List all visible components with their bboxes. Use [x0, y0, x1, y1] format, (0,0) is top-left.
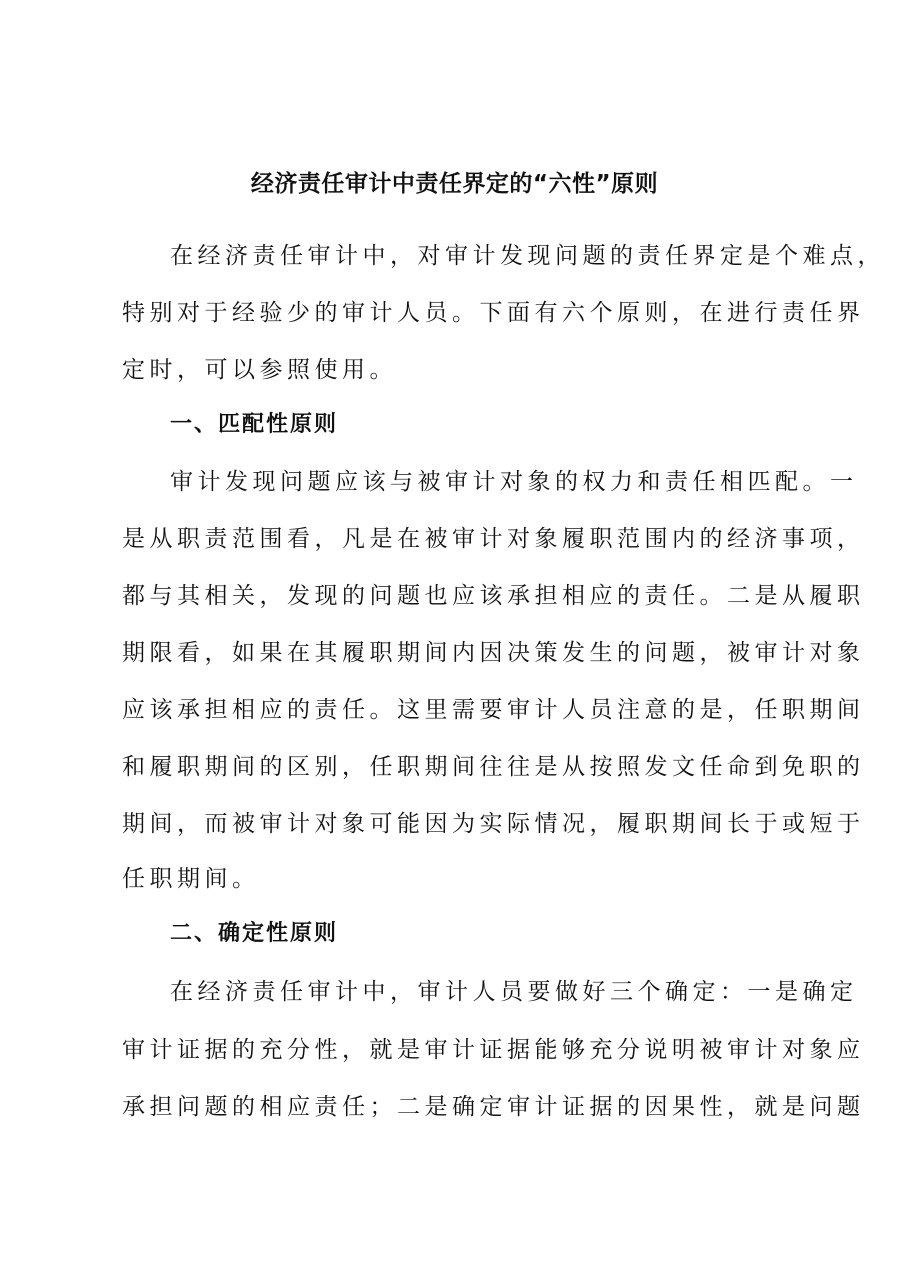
- paragraph-line: 在经济责任审计中，审计人员要做好三个确定：一是确定: [170, 979, 858, 1005]
- paragraph-line: 期间，而被审计对象可能因为实际情况，履职期间长于或短于: [122, 811, 865, 837]
- section-heading-certainty: 二、确定性原则: [170, 921, 339, 946]
- paragraph-line: 和履职期间的区别，任职期间往往是从按照发文任命到免职的: [122, 754, 865, 780]
- paragraph-line: 应该承担相应的责任。这里需要审计人员注意的是，任职期间: [122, 697, 865, 723]
- paragraph-line: 审计证据的充分性，就是审计证据能够充分说明被审计对象应: [122, 1037, 865, 1063]
- paragraph-line: 任职期间。: [122, 866, 260, 892]
- paragraph-line: 审计发现问题应该与被审计对象的权力和责任相匹配。一: [170, 469, 858, 495]
- intro-line: 在经济责任审计中，对审计发现问题的责任界定是个难点，: [170, 243, 885, 269]
- paragraph-line: 是从职责范围看，凡是在被审计对象履职范围内的经济事项，: [122, 526, 865, 552]
- paragraph-line: 期限看，如果在其履职期间内因决策发生的问题，被审计对象: [122, 640, 865, 666]
- paragraph-line: 承担问题的相应责任；二是确定审计证据的因果性，就是问题: [122, 1094, 865, 1120]
- section-heading-matching: 一、匹配性原则: [170, 412, 339, 437]
- document-title: 经济责任审计中责任界定的“六性”原则: [250, 171, 659, 197]
- intro-line: 特别对于经验少的审计人员。下面有六个原则，在进行责任界: [122, 300, 865, 326]
- intro-line: 定时，可以参照使用。: [122, 357, 397, 383]
- paragraph-line: 都与其相关，发现的问题也应该承担相应的责任。二是从履职: [122, 583, 865, 609]
